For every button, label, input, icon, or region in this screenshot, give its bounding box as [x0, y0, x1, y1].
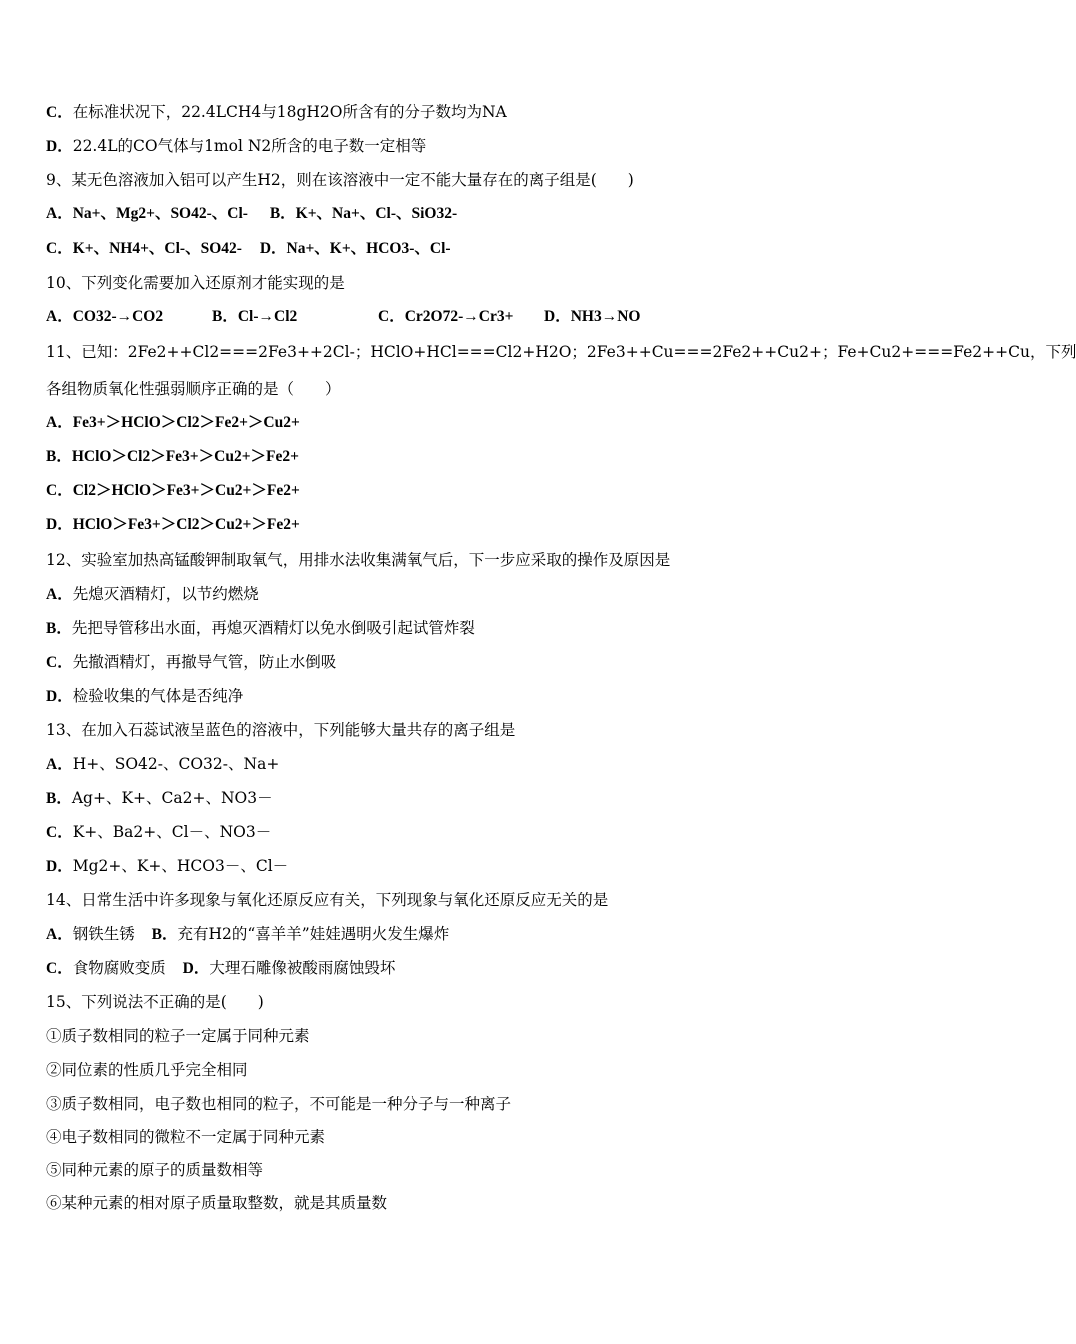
- q11-option-a: A．Fe3+＞HClO＞Cl2＞Fe2+＞Cu2+: [46, 414, 300, 431]
- q9-options-cd: [46, 239, 451, 259]
- q14-option-b: B．充有H2的“喜羊羊”娃娃遇明火发生爆炸: [151, 925, 450, 943]
- q15-statement-5: ⑤同种元素的原子的质量数相等: [46, 1161, 264, 1179]
- q14-option-d: D．大理石雕像被酸雨腐蚀毁坏: [182, 959, 396, 977]
- q12-option-b: B．先把导管移出水面，再熄灭酒精灯以免水倒吸引起试管炸裂: [46, 619, 475, 637]
- q14-option-c: C．食物腐败变质: [46, 959, 166, 977]
- q11-stem-line2: 各组物质氧化性强弱顺序正确的是（ ）: [46, 380, 341, 398]
- q10-option-b: B．Cl-→Cl2: [212, 308, 298, 325]
- q9-option-c: C．K+、NH4+、Cl-、SO42-: [46, 240, 242, 257]
- q13-option-d: D．Mg2+、K+、HCO3－、Cl－: [46, 857, 289, 875]
- q15-statement-4: ④电子数相同的微粒不一定属于同种元素: [46, 1128, 326, 1146]
- q15-stem: 15、下列说法不正确的是( ): [46, 993, 264, 1011]
- q13-option-a: A．H+、SO42-、CO32-、Na+: [46, 755, 280, 773]
- q12-option-d: D．检验收集的气体是否纯净: [46, 687, 244, 705]
- q11-option-d: D．HClO＞Fe3+＞Cl2＞Cu2+＞Fe2+: [46, 516, 300, 533]
- q15-statement-1: ①质子数相同的粒子一定属于同种元素: [46, 1027, 310, 1045]
- q14-options-cd: [46, 958, 395, 979]
- q10-stem: 10、下列变化需要加入还原剂才能实现的是: [46, 274, 345, 292]
- q10-options: [46, 307, 640, 327]
- q10-option-d: D．NH3→NO: [544, 308, 641, 325]
- q15-statement-3: ③质子数相同，电子数也相同的粒子，不可能是一种分子与一种离子: [46, 1095, 512, 1113]
- q9-stem: 9、某无色溶液加入铝可以产生H2，则在该溶液中一定不能大量存在的离子组是( ): [46, 171, 634, 189]
- q14-options-ab: [46, 924, 449, 945]
- q13-stem: 13、在加入石蕊试液呈蓝色的溶液中，下列能够大量共存的离子组是: [46, 721, 516, 739]
- q12-option-c: C．先撤酒精灯，再撤导气管，防止水倒吸: [46, 653, 337, 671]
- q13-option-b: B．Ag+、K+、Ca2+、NO3－: [46, 789, 273, 807]
- q9-option-d: D．Na+、K+、HCO3-、Cl-: [259, 240, 451, 257]
- q15-statement-6: ⑥某种元素的相对原子质量取整数，就是其质量数: [46, 1194, 388, 1212]
- q10-option-a: A．CO32-→CO2: [46, 308, 164, 325]
- q9-option-a: A．Na+、Mg2+、SO42-、Cl-: [46, 205, 248, 222]
- q9-options-ab: [46, 204, 457, 224]
- q11-option-c: C．Cl2＞HClO＞Fe3+＞Cu2+＞Fe2+: [46, 482, 300, 499]
- q10-option-c: C．Cr2O72-→Cr3+: [378, 308, 514, 325]
- q8-option-d: D．22.4L的CO气体与1mol N2所含的电子数一定相等: [46, 137, 427, 155]
- q15-statement-2: ②同位素的性质几乎完全相同: [46, 1061, 248, 1079]
- q14-stem: 14、日常生活中许多现象与氧化还原反应有关，下列现象与氧化还原反应无关的是: [46, 891, 609, 909]
- q8-option-c: C．在标准状况下，22.4LCH4与18gH2O所含有的分子数均为NA: [46, 103, 507, 121]
- q11-option-b: B．HClO＞Cl2＞Fe3+＞Cu2+＞Fe2+: [46, 448, 299, 465]
- q12-stem: 12、实验室加热高锰酸钾制取氧气，用排水法收集满氧气后，下一步应采取的操作及原因是: [46, 551, 671, 569]
- q11-stem-line1: 11、已知：2Fe2++Cl2===2Fe3++2Cl-；HClO+HCl===Cl2+H2O；2Fe3++Cu===2Fe2++Cu2+；Fe+Cu2+===Fe2++Cu，下列: [46, 343, 1076, 361]
- q12-option-a: A．先熄灭酒精灯，以节约燃烧: [46, 585, 259, 603]
- q13-option-c: C．K+、Ba2+、Cl－、NO3－: [46, 823, 272, 841]
- q9-option-b: B．K+、Na+、Cl-、SiO32-: [269, 205, 458, 222]
- q14-option-a: A．钢铁生锈: [46, 925, 135, 943]
